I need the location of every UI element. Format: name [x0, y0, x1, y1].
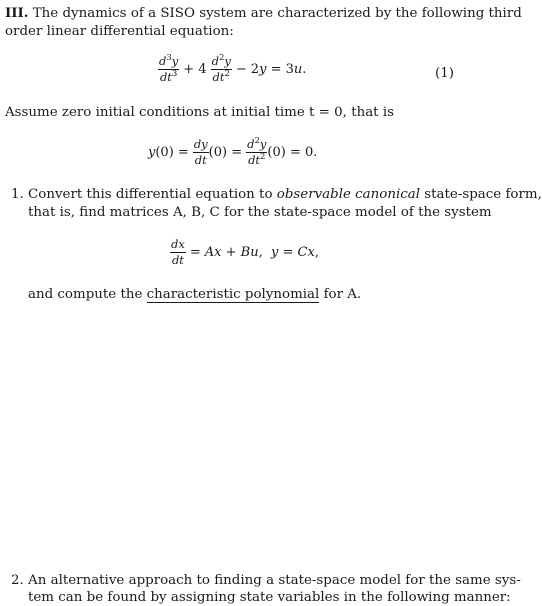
state-derivative: $\frac{dx}{dt}$: [171, 237, 185, 267]
third-derivative: $\frac{d^3y}{dt^3}$: [159, 53, 179, 84]
item2-line-2: tem can be found by assigning state variables in the following manner:: [28, 590, 511, 605]
item1-emphasis: observable canonical: [276, 187, 421, 202]
equation-number: (1): [435, 66, 454, 81]
item1-line-2: that is, find matrices A, B, C for the state-space model of the system: [28, 205, 492, 220]
compute-text-post: for A.: [319, 287, 362, 302]
item2-line-1: [11, 572, 521, 589]
state-space-equation: $\frac{dx}{dt}$ = Ax + Bu, y = Cx,: [171, 237, 319, 267]
compute-text-pre: and compute the: [28, 287, 147, 302]
problem-label: III.: [5, 5, 29, 21]
first-derivative: $\frac{dy}{dt}$: [193, 137, 208, 167]
item1-text-pre: Convert this differential equation to: [28, 187, 277, 202]
compute-line: [28, 286, 361, 303]
item2-number: 2.: [11, 573, 24, 588]
intro-line-1: [5, 5, 522, 22]
second-derivative: $\frac{d^2y}{dt^2}$: [211, 53, 231, 84]
differential-equation: $\frac{d^3y}{dt^3}$ + 4 $\frac{d^2y}{dt^2}$ − 2y = 3u.: [159, 53, 307, 84]
second-derivative-ic: $\frac{d^2y}{dt^2}$: [247, 136, 267, 167]
initial-conditions: y(0) = $\frac{dy}{dt}$ (0) = $\frac{d^2y}{dt^2}$ (0) = 0.: [148, 136, 318, 167]
item1-text-post: state-space form,: [420, 187, 542, 202]
characteristic-polynomial-link[interactable]: characteristic polynomial: [146, 287, 320, 302]
intro-text-1: The dynamics of a SISO system are characterized by the following third: [28, 6, 522, 21]
item2-text-1: An alternative approach to finding a state-space model for the same sys-: [28, 573, 521, 588]
assume-line: Assume zero initial conditions at initial time t = 0, that is: [5, 105, 394, 120]
intro-line-2: order linear differential equation:: [5, 24, 234, 39]
item1-number: 1.: [11, 187, 24, 202]
item1-line-1: [11, 186, 542, 203]
